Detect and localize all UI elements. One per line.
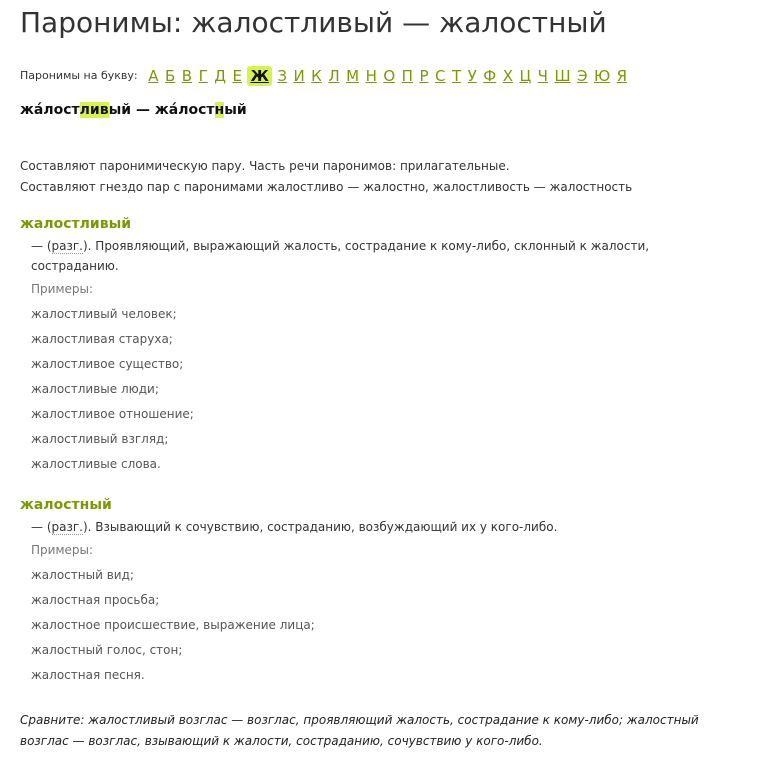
description-line: Составляют паронимическую пару. Часть речи паронимов: прилагательные.: [20, 159, 510, 173]
pair-word1-diff: лив: [79, 102, 109, 118]
alphabet-letters: [143, 66, 628, 85]
letter-link-15[interactable]: П: [401, 67, 413, 85]
letter-link-26[interactable]: Ю: [593, 67, 611, 85]
letter-link-8[interactable]: З: [277, 67, 287, 85]
entry-word: жалостливый: [20, 216, 132, 232]
examples-list: [31, 563, 750, 688]
example-item: жалостливые люди;: [31, 382, 159, 396]
description-line: Составляют гнездо пар с паронимами жалостливо — жалостно, жалостливость — жалостность: [20, 180, 633, 194]
example-item: жалостное происшествие, выражение лица;: [31, 618, 315, 632]
letter-link-6[interactable]: Е: [232, 67, 242, 85]
letter-link-27[interactable]: Я: [616, 67, 628, 85]
examples-title: Примеры:: [31, 543, 94, 557]
example-item: жалостный вид;: [31, 568, 134, 582]
letter-link-13[interactable]: Н: [365, 67, 377, 85]
page-title: Паронимы: жалостливый — жалостный: [20, 6, 607, 39]
example-item: жалостливое существо;: [31, 357, 184, 371]
comparison-note: Сравните: жалостливый возглас — возглас, проявляющий жалость, сострадание к кому-либо; жалостный возглас — возглас, взывающий к жалости, состраданию, сочувствию у кого-либо.: [20, 713, 699, 748]
alphabet-label: Паронимы на букву:: [20, 69, 138, 82]
pair-word2-part2: ый: [224, 102, 247, 118]
letter-link-23[interactable]: Ч: [537, 67, 548, 85]
paronym-pair-heading: [20, 102, 247, 118]
letter-link-1[interactable]: А: [148, 67, 159, 85]
letter-link-14[interactable]: О: [383, 67, 396, 85]
example-item: жалостливые слова.: [31, 457, 161, 471]
entry-zhalostlivyi: [20, 216, 750, 477]
entry-word: жалостный: [20, 497, 112, 513]
letter-link-7[interactable]: Ж: [247, 66, 271, 86]
letter-link-25[interactable]: Э: [576, 67, 588, 85]
letter-link-4[interactable]: Г: [198, 67, 208, 85]
pair-word1-part2: ый: [108, 102, 132, 118]
def-text: ). Проявляющий, выражающий жалость, сострадание к кому-либо, склонный к жалости, состраданию.: [31, 239, 650, 273]
pair-dash: —: [131, 102, 155, 118]
letter-link-3[interactable]: В: [181, 67, 193, 85]
def-prefix: — (: [31, 239, 52, 253]
example-item: жалостливое отношение;: [31, 407, 194, 421]
letter-link-19[interactable]: У: [467, 67, 477, 85]
letter-link-2[interactable]: Б: [164, 67, 176, 85]
entry-definition: [31, 517, 681, 537]
letter-link-24[interactable]: Ш: [554, 67, 571, 85]
letter-link-10[interactable]: К: [311, 67, 322, 85]
example-item: жалостливая старуха;: [31, 332, 173, 346]
letter-link-9[interactable]: И: [293, 67, 305, 85]
entry-zhalostnyi: [20, 497, 750, 688]
pair-word2-part1: жа́лост: [154, 102, 215, 118]
example-item: жалостная просьба;: [31, 593, 160, 607]
letter-link-11[interactable]: Л: [328, 67, 340, 85]
pair-word1-part1: жа́лост: [20, 102, 80, 118]
pair-description: [20, 156, 632, 198]
example-item: жалостная песня.: [31, 668, 145, 682]
letter-link-22[interactable]: Ц: [519, 67, 532, 85]
def-text: ). Взывающий к сочувствию, состраданию, возбуждающий их у кого-либо.: [82, 520, 558, 534]
letter-link-17[interactable]: С: [434, 67, 446, 85]
def-prefix: — (: [31, 520, 52, 534]
example-item: жалостный голос, стон;: [31, 643, 183, 657]
abbr-razg: разг.: [51, 239, 83, 253]
pair-word2-diff: н: [214, 102, 225, 118]
abbr-razg: разг.: [51, 520, 83, 534]
alphabet-nav: [20, 66, 628, 90]
letter-link-5[interactable]: Д: [214, 67, 226, 85]
entry-definition: [31, 236, 681, 276]
example-item: жалостливый взгляд;: [31, 432, 169, 446]
examples-list: [31, 302, 750, 477]
example-item: жалостливый человек;: [31, 307, 177, 321]
letter-link-12[interactable]: М: [346, 67, 360, 85]
examples-title: Примеры:: [31, 282, 94, 296]
letter-link-21[interactable]: Х: [502, 67, 513, 85]
letter-link-16[interactable]: Р: [419, 67, 429, 85]
letter-link-20[interactable]: Ф: [483, 67, 497, 85]
letter-link-18[interactable]: Т: [451, 67, 462, 85]
